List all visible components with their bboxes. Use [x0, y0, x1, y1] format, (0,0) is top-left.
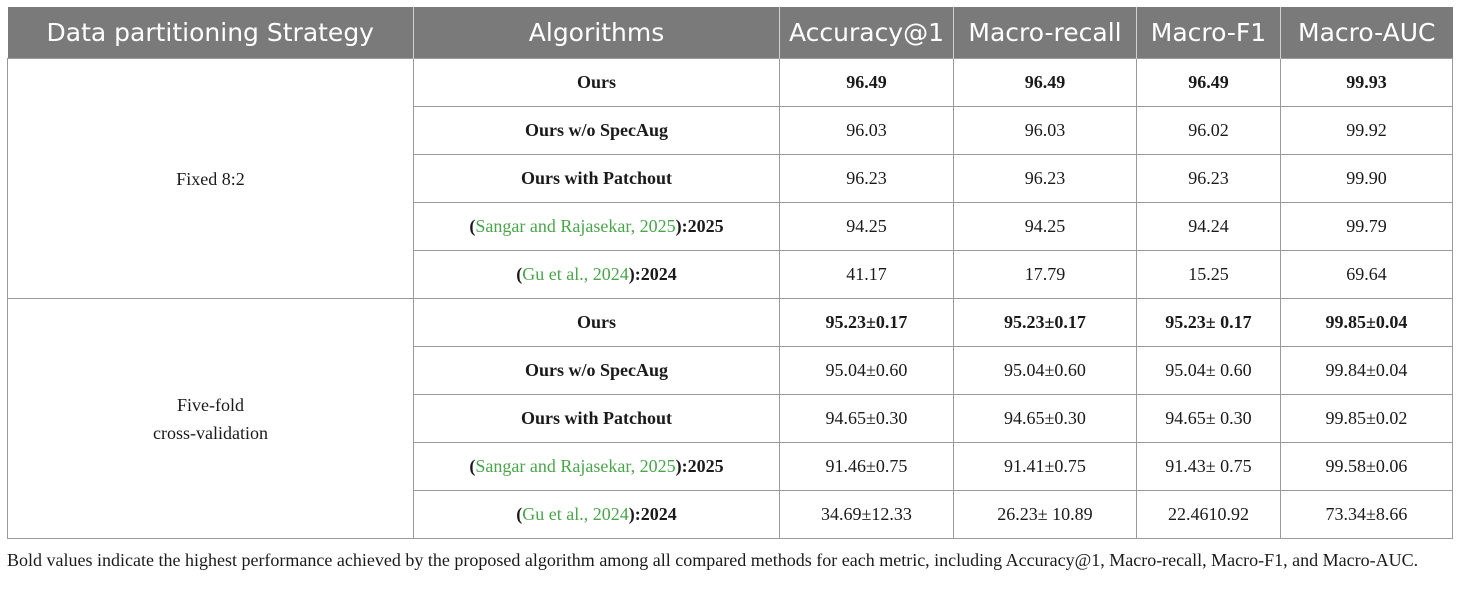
accuracy-cell: 41.17	[780, 251, 954, 299]
accuracy-cell: 94.65±0.30	[780, 395, 954, 443]
macro-auc-cell: 69.64	[1281, 251, 1453, 299]
macro-auc-cell: 99.93	[1281, 59, 1453, 107]
algorithm-cell	[414, 491, 780, 539]
table-footnote: Bold values indicate the highest performance achieved by the proposed algorithm among all compared methods for each metric, including Accuracy@1, Macro-recall, Macro-F1, and Macro-AUC.	[7, 550, 1419, 570]
macro-f1-cell: 96.23	[1137, 155, 1281, 203]
strategy-cell-fixed	[8, 59, 414, 299]
macro-f1-cell: 94.65± 0.30	[1137, 395, 1281, 443]
header-macro-recall: Macro-recall	[954, 7, 1137, 59]
macro-f1-cell: 22.4610.92	[1137, 491, 1281, 539]
macro-auc-cell: 99.90	[1281, 155, 1453, 203]
macro-recall-cell: 96.23	[954, 155, 1137, 203]
strategy-label-line1: Five-fold	[177, 394, 244, 415]
macro-auc-cell: 73.34±8.66	[1281, 491, 1453, 539]
algorithm-cell	[414, 203, 780, 251]
table-row	[8, 299, 1453, 347]
algorithm-cell: Ours	[414, 299, 780, 347]
algorithm-cell	[414, 251, 780, 299]
algorithm-cell: Ours with Patchout	[414, 155, 780, 203]
accuracy-cell: 91.46±0.75	[780, 443, 954, 491]
cite-open: (	[469, 216, 476, 236]
algorithm-cell: Ours w/o SpecAug	[414, 107, 780, 155]
macro-recall-cell: 94.25	[954, 203, 1137, 251]
algorithm-cell: Ours	[414, 59, 780, 107]
macro-f1-cell: 96.02	[1137, 107, 1281, 155]
citation-link[interactable]: Gu et al., 2024	[522, 504, 629, 524]
table-header-row	[8, 7, 1453, 59]
macro-auc-cell: 99.85±0.02	[1281, 395, 1453, 443]
accuracy-cell: 94.25	[780, 203, 954, 251]
macro-auc-cell: 99.79	[1281, 203, 1453, 251]
cite-open: (	[469, 456, 476, 476]
macro-auc-cell: 99.58±0.06	[1281, 443, 1453, 491]
macro-f1-cell: 95.04± 0.60	[1137, 347, 1281, 395]
macro-auc-cell: 99.92	[1281, 107, 1453, 155]
macro-recall-cell: 95.04±0.60	[954, 347, 1137, 395]
cite-year: ):2024	[628, 504, 677, 524]
results-table	[7, 7, 1453, 539]
macro-recall-cell: 96.49	[954, 59, 1137, 107]
macro-auc-cell: 99.85±0.04	[1281, 299, 1453, 347]
cite-year: ):2025	[675, 216, 724, 236]
citation-link[interactable]: Gu et al., 2024	[522, 264, 629, 284]
macro-auc-cell: 99.84±0.04	[1281, 347, 1453, 395]
cite-open: (	[516, 504, 523, 524]
accuracy-cell: 96.03	[780, 107, 954, 155]
table-row	[8, 59, 1453, 107]
macro-recall-cell: 26.23± 10.89	[954, 491, 1137, 539]
macro-recall-cell: 96.03	[954, 107, 1137, 155]
header-algorithms: Algorithms	[414, 7, 780, 59]
strategy-label-line2: cross-validation	[153, 422, 268, 443]
macro-f1-cell: 15.25	[1137, 251, 1281, 299]
cite-year: ):2024	[628, 264, 677, 284]
header-strategy: Data partitioning Strategy	[8, 7, 414, 59]
strategy-cell-fivefold	[8, 299, 414, 539]
accuracy-cell: 34.69±12.33	[780, 491, 954, 539]
algorithm-cell: Ours w/o SpecAug	[414, 347, 780, 395]
cite-open: (	[516, 264, 523, 284]
macro-recall-cell: 17.79	[954, 251, 1137, 299]
accuracy-cell: 95.23±0.17	[780, 299, 954, 347]
citation-link[interactable]: Sangar and Rajasekar, 2025	[475, 216, 676, 236]
strategy-label: Fixed 8:2	[176, 168, 245, 189]
results-table-container	[7, 7, 1452, 539]
accuracy-cell: 96.49	[780, 59, 954, 107]
algorithm-cell: Ours with Patchout	[414, 395, 780, 443]
cite-year: ):2025	[675, 456, 724, 476]
algorithm-cell	[414, 443, 780, 491]
macro-recall-cell: 94.65±0.30	[954, 395, 1137, 443]
macro-f1-cell: 91.43± 0.75	[1137, 443, 1281, 491]
macro-f1-cell: 94.24	[1137, 203, 1281, 251]
accuracy-cell: 95.04±0.60	[780, 347, 954, 395]
macro-f1-cell: 95.23± 0.17	[1137, 299, 1281, 347]
macro-recall-cell: 95.23±0.17	[954, 299, 1137, 347]
header-macro-f1: Macro-F1	[1137, 7, 1281, 59]
macro-recall-cell: 91.41±0.75	[954, 443, 1137, 491]
citation-link[interactable]: Sangar and Rajasekar, 2025	[475, 456, 676, 476]
macro-f1-cell: 96.49	[1137, 59, 1281, 107]
accuracy-cell: 96.23	[780, 155, 954, 203]
header-accuracy: Accuracy@1	[780, 7, 954, 59]
header-macro-auc: Macro-AUC	[1281, 7, 1453, 59]
